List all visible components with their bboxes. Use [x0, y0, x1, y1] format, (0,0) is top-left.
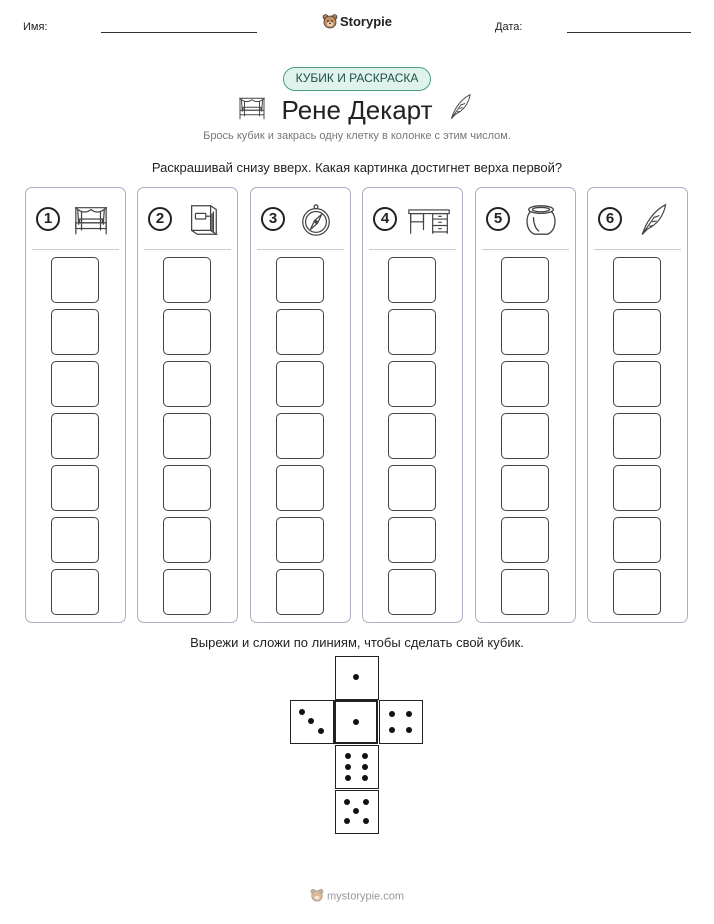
coloring-cell[interactable] [501, 517, 549, 563]
column-divider [594, 249, 681, 250]
coloring-cell[interactable] [388, 569, 436, 615]
coloring-cell[interactable] [51, 465, 99, 511]
coloring-cell[interactable] [163, 465, 211, 511]
dice-pip [308, 718, 314, 724]
pot-icon [522, 202, 560, 238]
bear-icon [310, 888, 324, 905]
coloring-cell[interactable] [388, 517, 436, 563]
dice-pip [344, 799, 350, 805]
coloring-cell[interactable] [163, 517, 211, 563]
column-divider [369, 249, 456, 250]
column-4 [362, 187, 463, 623]
column-number: 4 [373, 207, 397, 231]
coloring-cell[interactable] [276, 517, 324, 563]
brand-name: Storypie [339, 13, 392, 29]
coloring-cell[interactable] [163, 569, 211, 615]
column-6 [587, 187, 688, 623]
coloring-cell[interactable] [276, 257, 324, 303]
dice-pip [318, 728, 324, 734]
column-5 [475, 187, 576, 623]
dice-face [335, 745, 379, 789]
column-number: 3 [261, 207, 285, 231]
dice-pip [299, 709, 305, 715]
activity-badge: КУБИК И РАСКРАСКА [283, 67, 431, 91]
coloring-cell[interactable] [388, 465, 436, 511]
column-number: 6 [598, 207, 622, 231]
coloring-cell[interactable] [613, 361, 661, 407]
dice-face [290, 700, 334, 744]
coloring-cell[interactable] [388, 413, 436, 459]
dice-pip [363, 818, 369, 824]
quill-icon [634, 202, 672, 238]
dice-pip [406, 711, 412, 717]
dice-pip [353, 808, 359, 814]
coloring-cell[interactable] [388, 257, 436, 303]
coloring-cell[interactable] [501, 569, 549, 615]
compass-icon [297, 202, 335, 238]
date-label: Дата: [495, 21, 523, 33]
coloring-cell[interactable] [51, 413, 99, 459]
column-number: 1 [36, 207, 60, 231]
book-icon [184, 202, 222, 238]
dice-face [335, 656, 379, 700]
canopy-bed-icon [72, 202, 110, 238]
coloring-cell[interactable] [613, 569, 661, 615]
brand-logo [0, 13, 714, 32]
dice-pip [362, 775, 368, 781]
dice-pip [362, 764, 368, 770]
column-divider [257, 249, 344, 250]
coloring-cell[interactable] [51, 257, 99, 303]
dice-face [335, 790, 379, 834]
column-number: 5 [486, 207, 510, 231]
dice-pip [344, 818, 350, 824]
quill-icon [447, 91, 473, 123]
coloring-cell[interactable] [51, 569, 99, 615]
dice-pip [362, 753, 368, 759]
coloring-cell[interactable] [501, 257, 549, 303]
name-label: Имя: [23, 21, 48, 33]
bear-icon [322, 13, 338, 32]
desk-icon [407, 202, 451, 238]
dice-pip [345, 753, 351, 759]
column-divider [144, 249, 231, 250]
dice-pip [353, 674, 359, 680]
footer-url[interactable]: mystorypie.com [326, 890, 405, 903]
column-3 [250, 187, 351, 623]
dice-pip [345, 775, 351, 781]
coloring-cell[interactable] [276, 309, 324, 355]
coloring-cell[interactable] [276, 413, 324, 459]
coloring-cell[interactable] [51, 361, 99, 407]
dice-pip [389, 711, 395, 717]
coloring-cell[interactable] [501, 361, 549, 407]
column-number: 2 [148, 207, 172, 231]
coloring-cell[interactable] [501, 413, 549, 459]
coloring-cell[interactable] [613, 465, 661, 511]
column-1 [25, 187, 126, 623]
date-line[interactable] [567, 32, 691, 33]
column-2 [137, 187, 238, 623]
coloring-cell[interactable] [163, 413, 211, 459]
footer [0, 888, 714, 905]
coloring-cell[interactable] [51, 517, 99, 563]
dice-pip [389, 727, 395, 733]
dice-pip [406, 727, 412, 733]
column-divider [482, 249, 569, 250]
dice-face [379, 700, 423, 744]
coloring-cell[interactable] [613, 257, 661, 303]
name-line[interactable] [101, 32, 257, 33]
coloring-cell[interactable] [163, 361, 211, 407]
dice-net [290, 656, 424, 836]
coloring-cell[interactable] [613, 517, 661, 563]
dice-face [334, 700, 378, 744]
coloring-instruction: Раскрашивай снизу вверх. Какая картинка достигнет верха первой? [151, 160, 563, 175]
subtitle: Брось кубик и закрась одну клетку в колонке с этим числом. [203, 130, 511, 142]
coloring-cell[interactable] [276, 361, 324, 407]
coloring-cell[interactable] [276, 569, 324, 615]
page-title: Рене Декарт [281, 95, 433, 125]
coloring-cell[interactable] [613, 413, 661, 459]
coloring-cell[interactable] [51, 309, 99, 355]
coloring-cell[interactable] [388, 309, 436, 355]
coloring-cell[interactable] [163, 257, 211, 303]
column-divider [32, 249, 119, 250]
cut-instruction: Вырежи и сложи по линиям, чтобы сделать свой кубик. [190, 635, 524, 650]
dice-pip [345, 764, 351, 770]
coloring-cell[interactable] [388, 361, 436, 407]
coloring-cell[interactable] [501, 465, 549, 511]
coloring-cell[interactable] [501, 309, 549, 355]
dice-pip [363, 799, 369, 805]
coloring-cell[interactable] [276, 465, 324, 511]
coloring-cell[interactable] [163, 309, 211, 355]
dice-pip [353, 719, 359, 725]
coloring-cell[interactable] [613, 309, 661, 355]
